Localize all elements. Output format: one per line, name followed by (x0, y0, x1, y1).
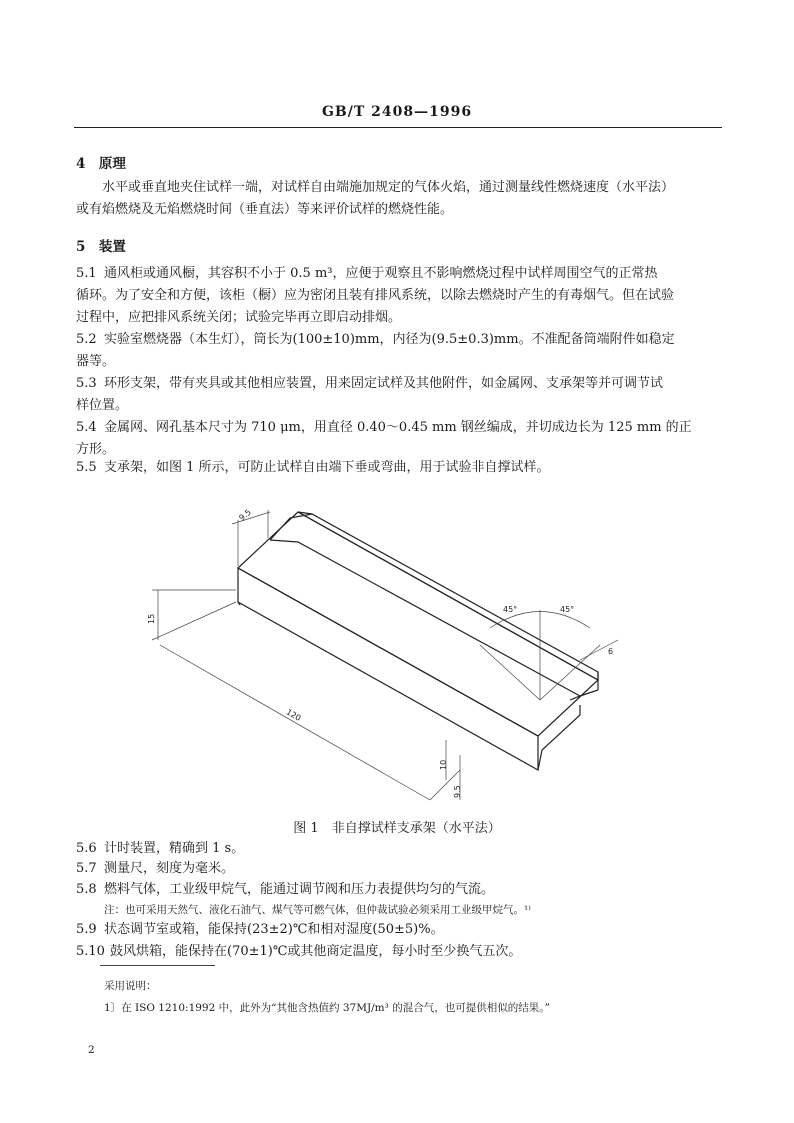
clause-5-8 (76, 879, 726, 901)
dim-10: 10 (439, 759, 448, 770)
clause-5-6 (76, 838, 726, 860)
clause-5-10 (76, 941, 726, 963)
dim-9-5-top: 9.5 (237, 507, 253, 523)
section-4-line-1: 水平或垂直地夹住试样一端，对试样自由端施加规定的气体火焰，通过测量线性燃烧速度（水平法） (102, 180, 675, 195)
clause-5-4 (76, 417, 726, 461)
clause-text: 方形。 (76, 442, 116, 457)
clause-5-8-note: 注：也可采用天然气、液化石油气、煤气等可燃气体，但仲裁试验必须采用工业级甲烷气。¹⁾ (104, 904, 531, 916)
clause-number: 5.4 (76, 420, 97, 435)
page-number: 2 (88, 1044, 95, 1056)
clause-number: 5.8 (76, 882, 97, 897)
clause-number: 5.1 (76, 266, 97, 281)
clause-number: 5.9 (76, 922, 97, 937)
clause-text: 器等。 (76, 354, 116, 369)
section-4-heading: 4 原理 (76, 156, 126, 172)
footnote-title: 采用说明： (104, 980, 157, 992)
clause-number: 5.7 (76, 861, 97, 876)
clause-number: 5.2 (76, 332, 97, 347)
clause-text: 通风柜或通风橱，其容积不小于 0.5 m³，应便于观察且不影响燃烧过程中试样周围空气的正常热 (104, 266, 658, 281)
clause-text: 循环。为了安全和方便，该柜（橱）应为密闭且装有排风系统，以除去燃烧时产生的有毒烟气。但在试验 (76, 288, 675, 303)
dim-45-left: 45° (503, 605, 518, 614)
dim-120: 120 (284, 707, 303, 723)
clause-text: 样位置。 (76, 398, 129, 413)
section-4-line-2: 或有焰燃烧及无焰燃烧时间（垂直法）等来评价试样的燃烧性能。 (76, 202, 454, 217)
clause-text: 计时装置，精确到 1 s。 (104, 841, 245, 856)
clause-text: 鼓风烘箱，能保持在(70±1)℃或其他商定温度，每小时至少换气五次。 (110, 944, 522, 959)
clause-text: 过程中，应把排风系统关闭；试验完毕再立即启动排烟。 (76, 310, 402, 325)
clause-5-9 (76, 919, 726, 941)
clause-text: 实验室燃烧器（本生灯），筒长为(100±10)mm，内径为(9.5±0.3)mm。不准配备筒端附件如稳定 (104, 332, 675, 347)
clause-5-2 (76, 329, 726, 373)
clause-5-3 (76, 373, 726, 417)
clause-text: 测量尺，刻度为毫米。 (104, 861, 235, 876)
clause-text: 金属网、网孔基本尺寸为 710 μm，用直径 0.40～0.45 mm 钢丝编成，并切成边长为 125 mm 的正 (104, 420, 692, 435)
dim-15: 15 (147, 613, 156, 624)
clause-number: 5.10 (76, 944, 105, 959)
support-frame-drawing (140, 500, 620, 810)
clause-text: 燃料气体，工业级甲烷气，能通过调节阀和压力表提供均匀的气流。 (104, 882, 495, 897)
clause-5-1 (76, 263, 726, 329)
clause-number: 5.6 (76, 841, 97, 856)
dim-6: 6 (608, 647, 614, 656)
clause-5-7 (76, 858, 726, 880)
header-rule (74, 127, 722, 128)
footnote-text: 1〕在 ISO 1210:1992 中，此外为“其他含热值约 37MJ/m³ 的混合气，也可提供相似的结果。” (104, 1002, 550, 1014)
standard-header: GB/T 2408—1996 (321, 104, 473, 120)
dim-45-right: 45° (560, 605, 575, 614)
right-ridge-top (298, 512, 598, 680)
figure-1-support-frame (140, 500, 620, 810)
clause-text: 环形支架，带有夹具或其他相应装置，用来固定试样及其他附件，如金属网、支承架等并可调节试 (104, 376, 664, 391)
figure-1-caption: 图 1 非自撑试样支承架（水平法） (293, 821, 501, 836)
dim-9-5-bottom: 9.5 (453, 785, 462, 798)
clause-number: 5.5 (76, 460, 97, 475)
section-5-heading: 5 装置 (76, 239, 126, 255)
clause-number: 5.3 (76, 376, 97, 391)
footnote-separator (100, 965, 215, 966)
clause-text: 支承架，如图 1 所示，可防止试样自由端下垂或弯曲，用于试验非自撑试样。 (104, 460, 550, 475)
clause-text: 状态调节室或箱，能保持(23±2)℃和相对湿度(50±5)%。 (104, 922, 444, 937)
clause-5-5 (76, 457, 726, 479)
left-ridge-front (238, 568, 538, 770)
